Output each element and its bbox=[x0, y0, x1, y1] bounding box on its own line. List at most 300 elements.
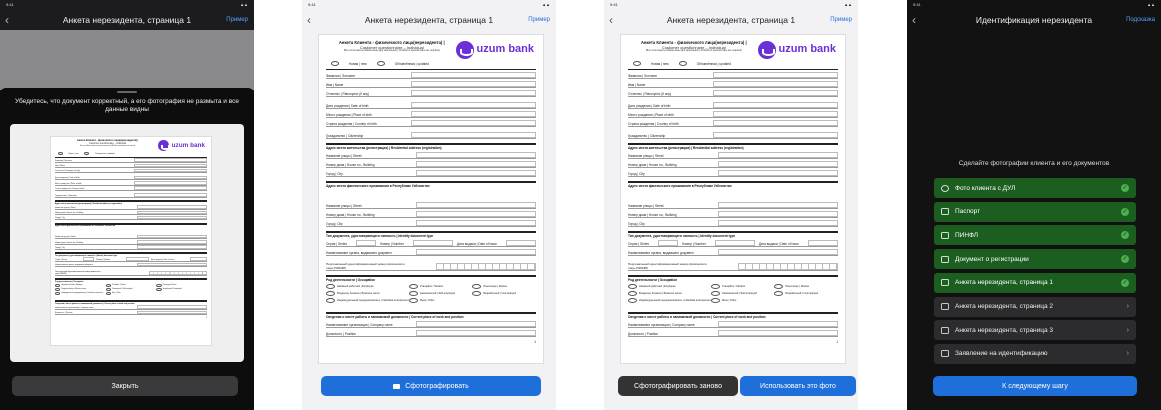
doc-field-box bbox=[718, 321, 838, 327]
number-box bbox=[715, 240, 755, 246]
doc-field-row bbox=[628, 247, 838, 256]
status-time: 9:41 bbox=[308, 2, 316, 7]
doc-section-title: Сведения о месте работы и занимаемой должности | Current place of work and position bbox=[326, 312, 536, 319]
status-bar bbox=[604, 0, 858, 10]
occupation-radio bbox=[106, 288, 111, 291]
status-time: 9:41 bbox=[610, 2, 618, 7]
back-chevron-icon[interactable]: ‹ bbox=[609, 13, 613, 27]
occupation-radio bbox=[55, 284, 60, 287]
status-signal: ▲▲ bbox=[844, 2, 852, 7]
doc-page-number: 1 bbox=[205, 316, 207, 319]
doc-section-title: Адрес места фактического проживания в Республике Узбекистан bbox=[326, 181, 536, 188]
occupation-label: Владелец бизнеса | Business owner bbox=[337, 292, 380, 295]
sheet-message: Убедитесь, что документ корректный, а его фотография не размыта и все данные видны bbox=[15, 98, 239, 114]
checklist-item[interactable] bbox=[934, 320, 1136, 340]
doc-field-label: Город | City bbox=[628, 222, 645, 226]
occupation-option bbox=[326, 284, 409, 289]
logo-smile-icon bbox=[158, 140, 168, 150]
doc-field-label: Номер дома | House no., Building bbox=[326, 213, 375, 217]
occupation-label: Индивидуальный предприниматель | Individual entrepreneur bbox=[639, 299, 711, 302]
doc-title: Анкета Клиента - физического лица(нерезидента) | bbox=[77, 139, 139, 143]
radio-new bbox=[58, 152, 63, 155]
doc-field-box bbox=[713, 72, 838, 78]
check-icon: ✓ bbox=[1122, 279, 1128, 286]
series-box bbox=[658, 240, 678, 246]
doc-field-label: Должность | Position bbox=[326, 332, 357, 336]
doc-field-row bbox=[628, 328, 838, 337]
issue-date-box bbox=[808, 240, 838, 246]
occupation-option bbox=[711, 284, 775, 289]
logo-text: uzum bank bbox=[476, 43, 534, 56]
doc-field-box bbox=[713, 120, 838, 126]
close-button[interactable]: Закрыть bbox=[12, 376, 238, 396]
doc-note: (Все поля Анкеты обязательны для заполнения | All fields of questionnaire are required) bbox=[80, 145, 136, 147]
doc-section-title: Тип документа, удостоверяющего личность | Identity document type bbox=[628, 231, 838, 238]
person-icon bbox=[941, 185, 949, 192]
occupation-option bbox=[55, 288, 106, 291]
status-bar bbox=[302, 0, 556, 10]
id-card-icon bbox=[941, 256, 949, 263]
occupation-option bbox=[326, 291, 409, 296]
doc-field-box bbox=[137, 263, 207, 266]
doc-field-label: Имя | Name bbox=[326, 83, 344, 87]
occupation-label: Учащийся / Student bbox=[112, 284, 126, 286]
checklist-item-label: Анкета нерезидента, страница 3 bbox=[955, 326, 1054, 334]
doc-field-box bbox=[134, 169, 207, 172]
status-signal: ▲▲ bbox=[1147, 2, 1155, 7]
number-label: Номер | Number bbox=[380, 242, 404, 246]
screen-preview-check bbox=[0, 0, 254, 410]
doc-field-label: Имя | Name bbox=[55, 165, 66, 168]
occupation-label: Пенсионер | Retiree bbox=[785, 285, 810, 288]
doc-field-box bbox=[713, 111, 838, 117]
doc-field-row bbox=[326, 109, 536, 118]
occupation-radio bbox=[628, 298, 637, 303]
pinfl-label: Персональный идентификационный номер физического лица (ПИНФЛ) bbox=[326, 262, 405, 270]
occupation-label: Индивидуальный предприниматель | Individual entrepreneur bbox=[337, 299, 409, 302]
occupation-radio bbox=[326, 298, 335, 303]
doc-field-label: Номер дома | House no., Building bbox=[55, 241, 84, 244]
occupation-radio bbox=[711, 291, 720, 296]
doc-field-box bbox=[134, 186, 207, 189]
occupation-label: Учащийся / Student bbox=[419, 285, 444, 288]
radio-new bbox=[331, 61, 339, 66]
doc-id-row bbox=[628, 238, 838, 247]
doc-field-box bbox=[137, 205, 207, 208]
occupation-label: Безработный | Unemployed bbox=[483, 292, 517, 295]
retake-button[interactable]: Сфотографировать заново bbox=[618, 376, 738, 396]
nav-bar bbox=[302, 10, 556, 30]
logo-smile-icon bbox=[456, 41, 474, 59]
occupation-option bbox=[409, 298, 473, 303]
occupation-label: Наёмный работник | Employee bbox=[337, 285, 374, 288]
doc-field-box bbox=[416, 220, 536, 226]
occupation-radio bbox=[409, 298, 418, 303]
doc-field-box bbox=[718, 202, 838, 208]
doc-field-box bbox=[416, 211, 536, 217]
occupation-radio bbox=[409, 284, 418, 289]
new-label: Новая | new bbox=[68, 152, 79, 155]
doc-field-label: Название улицы | Street bbox=[55, 236, 76, 239]
doc-field-row bbox=[326, 70, 536, 79]
occupation-option bbox=[55, 292, 106, 295]
occupation-option bbox=[628, 298, 711, 303]
occupation-option bbox=[156, 284, 207, 287]
doc-field-box bbox=[411, 72, 536, 78]
doc-field-label: Наименование органа, выдавшего документ bbox=[326, 251, 392, 255]
doc-field-row bbox=[326, 130, 536, 139]
doc-section-title: Адрес места жительства (регистрации) | Residential address (registration) bbox=[326, 143, 536, 150]
camera-background bbox=[0, 30, 254, 90]
doc-field-label: Отчество | Patronymic (if any) bbox=[55, 170, 80, 173]
doc-field-box bbox=[718, 211, 838, 217]
doc-field-row bbox=[628, 209, 838, 218]
doc-field-label: Страна рождения | Country of birth bbox=[55, 187, 85, 190]
logo-smile-icon bbox=[758, 41, 776, 59]
occupation-radio bbox=[55, 292, 60, 295]
document-icon bbox=[941, 303, 949, 310]
doc-field-box bbox=[134, 193, 207, 196]
uzum-bank-logo bbox=[158, 140, 205, 150]
pinfl-label: Персональный идентификационный номер физического лица (ПИНФЛ) bbox=[628, 262, 707, 270]
doc-section-title: Адрес места фактического проживания в Республике Узбекистан bbox=[55, 223, 207, 228]
status-bar bbox=[907, 0, 1161, 10]
occupation-option bbox=[326, 298, 409, 303]
check-icon: ✓ bbox=[1122, 256, 1128, 263]
checklist-item[interactable] bbox=[934, 178, 1136, 198]
doc-page-number: 1 bbox=[534, 340, 536, 344]
status-signal: ▲▲ bbox=[240, 2, 248, 7]
doc-field-label: Дата рождения | Date of birth bbox=[55, 177, 80, 180]
doc-field-row bbox=[628, 70, 838, 79]
nav-bar bbox=[0, 10, 254, 30]
doc-type-options bbox=[331, 61, 536, 66]
occupation-radio bbox=[326, 284, 335, 289]
back-chevron-icon[interactable]: ‹ bbox=[912, 13, 916, 27]
new-label: Новая | new bbox=[651, 61, 669, 66]
bottom-sheet bbox=[0, 88, 254, 410]
doc-field-label: Наименование организации | Company name bbox=[326, 323, 393, 327]
doc-field-label: Номер дома | House no., Building bbox=[628, 163, 677, 167]
occupation-label: Учащийся / Student bbox=[721, 285, 746, 288]
doc-occupation-options bbox=[55, 284, 207, 295]
nav-title: Анкета нерезидента, страница 1 bbox=[666, 15, 796, 25]
doc-field-box bbox=[137, 240, 207, 243]
checklist-item[interactable] bbox=[934, 202, 1136, 222]
back-chevron-icon[interactable]: ‹ bbox=[5, 13, 9, 27]
doc-field-label: Наименование органа, выдавшего документ bbox=[628, 251, 694, 255]
doc-field-box bbox=[416, 170, 536, 176]
doc-field-label: Место рождения | Place of birth bbox=[55, 182, 82, 185]
occupation-label: Самозанятый | Self-employed bbox=[419, 292, 455, 295]
doc-field-label: Гражданство | Citizenship bbox=[55, 194, 77, 197]
check-icon: ✓ bbox=[1122, 185, 1128, 191]
doc-field-row bbox=[628, 100, 838, 109]
number-label: Номер | Number bbox=[96, 258, 111, 261]
updated-label: Обновлённая | updated bbox=[696, 61, 731, 66]
uzum-bank-logo bbox=[758, 41, 836, 59]
doc-field-label: Страна рождения | Country of birth bbox=[628, 122, 679, 126]
screen-review bbox=[604, 0, 858, 410]
camera-icon bbox=[393, 384, 400, 389]
checklist-item-label: Паспорт bbox=[955, 208, 981, 216]
updated-label: Обновлённая | updated bbox=[394, 61, 429, 66]
doc-field-box bbox=[137, 235, 207, 238]
occupation-option bbox=[711, 291, 775, 296]
occupation-label: Пенсионер | Retiree bbox=[483, 285, 508, 288]
screen-identification bbox=[907, 0, 1161, 410]
doc-field-label: Название улицы | Street bbox=[55, 206, 76, 209]
doc-field-box bbox=[416, 152, 536, 158]
doc-field-label: Город | City bbox=[55, 246, 65, 249]
nav-title: Идентификация нерезидента bbox=[975, 15, 1093, 25]
doc-subtitle: Customer questionnaire – Individual bbox=[661, 44, 726, 50]
occupation-label: Наёмный работник | Employee bbox=[61, 284, 83, 286]
use-photo-button[interactable]: Использовать это фото bbox=[740, 376, 856, 396]
screen-capture bbox=[302, 0, 556, 410]
doc-field-label: Дата рождения | Date of birth bbox=[326, 104, 369, 108]
doc-field-label: Имя | Name bbox=[628, 83, 646, 87]
checklist-item[interactable] bbox=[934, 225, 1136, 245]
sheet-handle[interactable] bbox=[117, 91, 137, 93]
document-icon bbox=[941, 279, 949, 286]
doc-field-row bbox=[55, 310, 207, 315]
occupation-radio bbox=[711, 298, 720, 303]
doc-field-row bbox=[628, 200, 838, 209]
photo-preview bbox=[10, 124, 244, 362]
doc-field-row bbox=[326, 209, 536, 218]
doc-field-row bbox=[628, 109, 838, 118]
checklist-item[interactable] bbox=[934, 344, 1136, 364]
doc-field-row bbox=[326, 150, 536, 159]
doc-subtitle: Customer questionnaire – Individual bbox=[359, 44, 424, 50]
checklist-item[interactable] bbox=[934, 297, 1136, 317]
occupation-radio bbox=[774, 291, 783, 296]
take-photo-button[interactable] bbox=[321, 376, 541, 396]
occupation-option bbox=[106, 284, 157, 287]
doc-field-label: Город | City bbox=[326, 222, 343, 226]
check-icon: ✓ bbox=[1122, 232, 1128, 239]
next-step-button[interactable]: К следующему шагу bbox=[933, 376, 1137, 396]
occupation-option bbox=[711, 298, 775, 303]
doc-field-row bbox=[628, 150, 838, 159]
doc-section-title: Род деятельности | Occupation bbox=[55, 278, 207, 283]
checklist-item[interactable] bbox=[934, 249, 1136, 269]
back-chevron-icon[interactable]: ‹ bbox=[307, 13, 311, 27]
doc-field-box bbox=[416, 330, 536, 336]
doc-section-title: Тип документа, удостоверяющего личность | Identity document type bbox=[326, 231, 536, 238]
doc-field-row bbox=[326, 247, 536, 256]
doc-field-box bbox=[411, 81, 536, 87]
doc-field-label: Гражданство | Citizenship bbox=[628, 134, 666, 138]
doc-field-label: Должность | Position bbox=[55, 312, 73, 314]
number-label: Номер | Number bbox=[682, 242, 706, 246]
occupation-option bbox=[55, 284, 106, 287]
document-icon bbox=[941, 327, 949, 334]
occupation-option bbox=[409, 284, 473, 289]
doc-field-row bbox=[326, 100, 536, 109]
doc-header bbox=[628, 41, 838, 59]
doc-occupation-options bbox=[326, 284, 536, 303]
radio-updated bbox=[84, 152, 89, 155]
doc-field-box bbox=[411, 120, 536, 126]
doc-field-box bbox=[411, 132, 536, 138]
occupation-label: Самозанятый | Self-employed bbox=[721, 292, 757, 295]
doc-field-label: Должность | Position bbox=[628, 332, 659, 336]
doc-field-label: Город | City bbox=[628, 172, 645, 176]
example-link[interactable]: Пример bbox=[830, 17, 852, 23]
series-label: Серия | Series bbox=[55, 258, 68, 261]
occupation-label: Наёмный работник | Employee bbox=[639, 285, 676, 288]
chevron-right-icon: › bbox=[1126, 303, 1129, 310]
doc-field-box bbox=[411, 111, 536, 117]
doc-field-label: Наименование органа, выдавшего документ bbox=[55, 264, 94, 267]
doc-field-box bbox=[411, 102, 536, 108]
doc-field-label: Город | City bbox=[55, 217, 65, 220]
radio-new bbox=[633, 61, 641, 66]
status-time: 9:41 bbox=[6, 2, 14, 7]
series-box bbox=[83, 257, 95, 260]
status-bar bbox=[0, 0, 254, 10]
doc-field-label: Наименование организации | Company name bbox=[628, 323, 695, 327]
doc-page-number: 1 bbox=[836, 340, 838, 344]
doc-field-row bbox=[55, 192, 207, 197]
doc-field-label: Отчество | Patronymic (if any) bbox=[326, 92, 370, 96]
nav-bar bbox=[604, 10, 858, 30]
doc-section-title: Адрес места жительства (регистрации) | Residential address (registration) bbox=[55, 200, 207, 205]
doc-field-row bbox=[326, 88, 536, 97]
doc-field-box bbox=[416, 249, 536, 255]
status-time: 9:41 bbox=[913, 2, 921, 7]
doc-field-label: Название улицы | Street bbox=[628, 204, 664, 208]
doc-field-row bbox=[326, 168, 536, 177]
occupation-radio bbox=[156, 284, 161, 287]
pinfl-boxes bbox=[149, 271, 207, 275]
doc-field-label: Место рождения | Place of birth bbox=[628, 113, 674, 117]
occupation-option bbox=[156, 288, 207, 291]
occupation-option bbox=[472, 284, 536, 289]
chevron-right-icon: › bbox=[1126, 326, 1129, 334]
example-link[interactable]: Пример bbox=[528, 17, 550, 23]
occupation-radio bbox=[326, 291, 335, 296]
doc-pinfl-row bbox=[326, 259, 536, 271]
instruction-heading: Сделайте фотографии клиента и его документов bbox=[958, 160, 1110, 167]
occupation-option bbox=[409, 291, 473, 296]
doc-field-box bbox=[718, 249, 838, 255]
issue-date-box bbox=[190, 257, 207, 260]
occupation-option bbox=[774, 291, 838, 296]
occupation-option bbox=[106, 288, 157, 291]
occupation-option bbox=[472, 291, 536, 296]
doc-field-label: Наименование организации | Company name bbox=[55, 306, 94, 309]
pinfl-boxes bbox=[738, 263, 838, 270]
doc-field-label: Название улицы | Street bbox=[628, 154, 664, 158]
example-link[interactable]: Пример bbox=[226, 17, 248, 23]
id-card-icon bbox=[941, 208, 949, 215]
questionnaire-document bbox=[50, 136, 212, 346]
doc-note: (Все поля Анкеты обязательны для заполнения | All fields of questionnaire are required) bbox=[343, 49, 440, 53]
doc-field-box bbox=[134, 176, 207, 179]
doc-field-row bbox=[628, 88, 838, 97]
nav-bar bbox=[907, 10, 1161, 30]
radio-updated bbox=[679, 61, 687, 66]
checklist-item-label: ПИНФЛ bbox=[955, 231, 979, 239]
doc-field-box bbox=[137, 245, 207, 248]
doc-section-title: Сведения о месте работы и занимаемой должности | Current place of work and position bbox=[55, 300, 207, 305]
doc-section-title: Род деятельности | Occupation bbox=[326, 275, 536, 282]
uzum-bank-logo bbox=[456, 41, 534, 59]
occupation-radio bbox=[628, 284, 637, 289]
check-icon: ✓ bbox=[1122, 208, 1128, 215]
doc-note: (Все поля Анкеты обязательны для заполнения | All fields of questionnaire are required) bbox=[645, 49, 742, 53]
occupation-radio bbox=[774, 284, 783, 289]
doc-field-label: Фамилия | Surname bbox=[55, 159, 72, 162]
doc-field-box bbox=[137, 311, 207, 314]
doc-section-title: Адрес места фактического проживания в Республике Узбекистан bbox=[628, 181, 838, 188]
occupation-radio bbox=[156, 288, 161, 291]
occupation-radio bbox=[106, 292, 111, 295]
doc-field-box bbox=[411, 90, 536, 96]
doc-field-row bbox=[628, 218, 838, 227]
doc-field-box bbox=[718, 220, 838, 226]
doc-field-box bbox=[713, 90, 838, 96]
doc-field-box bbox=[718, 330, 838, 336]
doc-field-box bbox=[718, 161, 838, 167]
occupation-radio bbox=[409, 291, 418, 296]
doc-field-row bbox=[628, 130, 838, 139]
doc-section-title: Сведения о месте работы и занимаемой должности | Current place of work and position bbox=[628, 312, 838, 319]
checklist-item-label: Документ о регистрации bbox=[955, 255, 1029, 263]
doc-field-row bbox=[628, 159, 838, 168]
doc-field-box bbox=[713, 132, 838, 138]
document-icon bbox=[941, 350, 949, 357]
occupation-label: Безработный | Unemployed bbox=[162, 288, 182, 290]
issue-date-label: Дата выдачи | Date of issue bbox=[456, 242, 497, 246]
doc-field-label: Название улицы | Street bbox=[326, 204, 362, 208]
doc-type-options bbox=[58, 152, 207, 155]
doc-field-row bbox=[326, 319, 536, 328]
doc-field-box bbox=[134, 181, 207, 184]
occupation-radio bbox=[55, 288, 60, 291]
checklist-item-label: Анкета нерезидента, страница 1 bbox=[955, 279, 1054, 287]
logo-text: uzum bank bbox=[778, 43, 836, 56]
occupation-label: Безработный | Unemployed bbox=[785, 292, 819, 295]
doc-field-box bbox=[416, 321, 536, 327]
doc-pinfl-row bbox=[55, 269, 207, 276]
doc-header bbox=[55, 140, 207, 150]
doc-field-row bbox=[326, 118, 536, 127]
checklist-item-label: Фото клиента с ДУЛ bbox=[955, 184, 1016, 192]
nav-title: Анкета нерезидента, страница 1 bbox=[364, 15, 494, 25]
occupation-label: Пенсионер | Retiree bbox=[162, 284, 177, 286]
checklist-item[interactable] bbox=[934, 273, 1136, 293]
checklist-item-label: Заявление на идентификацию bbox=[955, 350, 1048, 358]
doc-field-row bbox=[326, 159, 536, 168]
occupation-option bbox=[774, 284, 838, 289]
hint-link[interactable]: Подсказка bbox=[1126, 17, 1155, 23]
doc-field-row bbox=[628, 118, 838, 127]
doc-field-box bbox=[137, 211, 207, 214]
doc-field-box bbox=[416, 161, 536, 167]
doc-field-box bbox=[713, 81, 838, 87]
occupation-label: Владелец бизнеса | Business owner bbox=[639, 292, 682, 295]
chevron-right-icon: › bbox=[1126, 350, 1129, 358]
number-box bbox=[413, 240, 453, 246]
doc-section-title: Адрес места жительства (регистрации) | Residential address (registration) bbox=[628, 143, 838, 150]
occupation-option bbox=[106, 292, 157, 295]
doc-field-row bbox=[326, 328, 536, 337]
status-signal: ▲▲ bbox=[542, 2, 550, 7]
